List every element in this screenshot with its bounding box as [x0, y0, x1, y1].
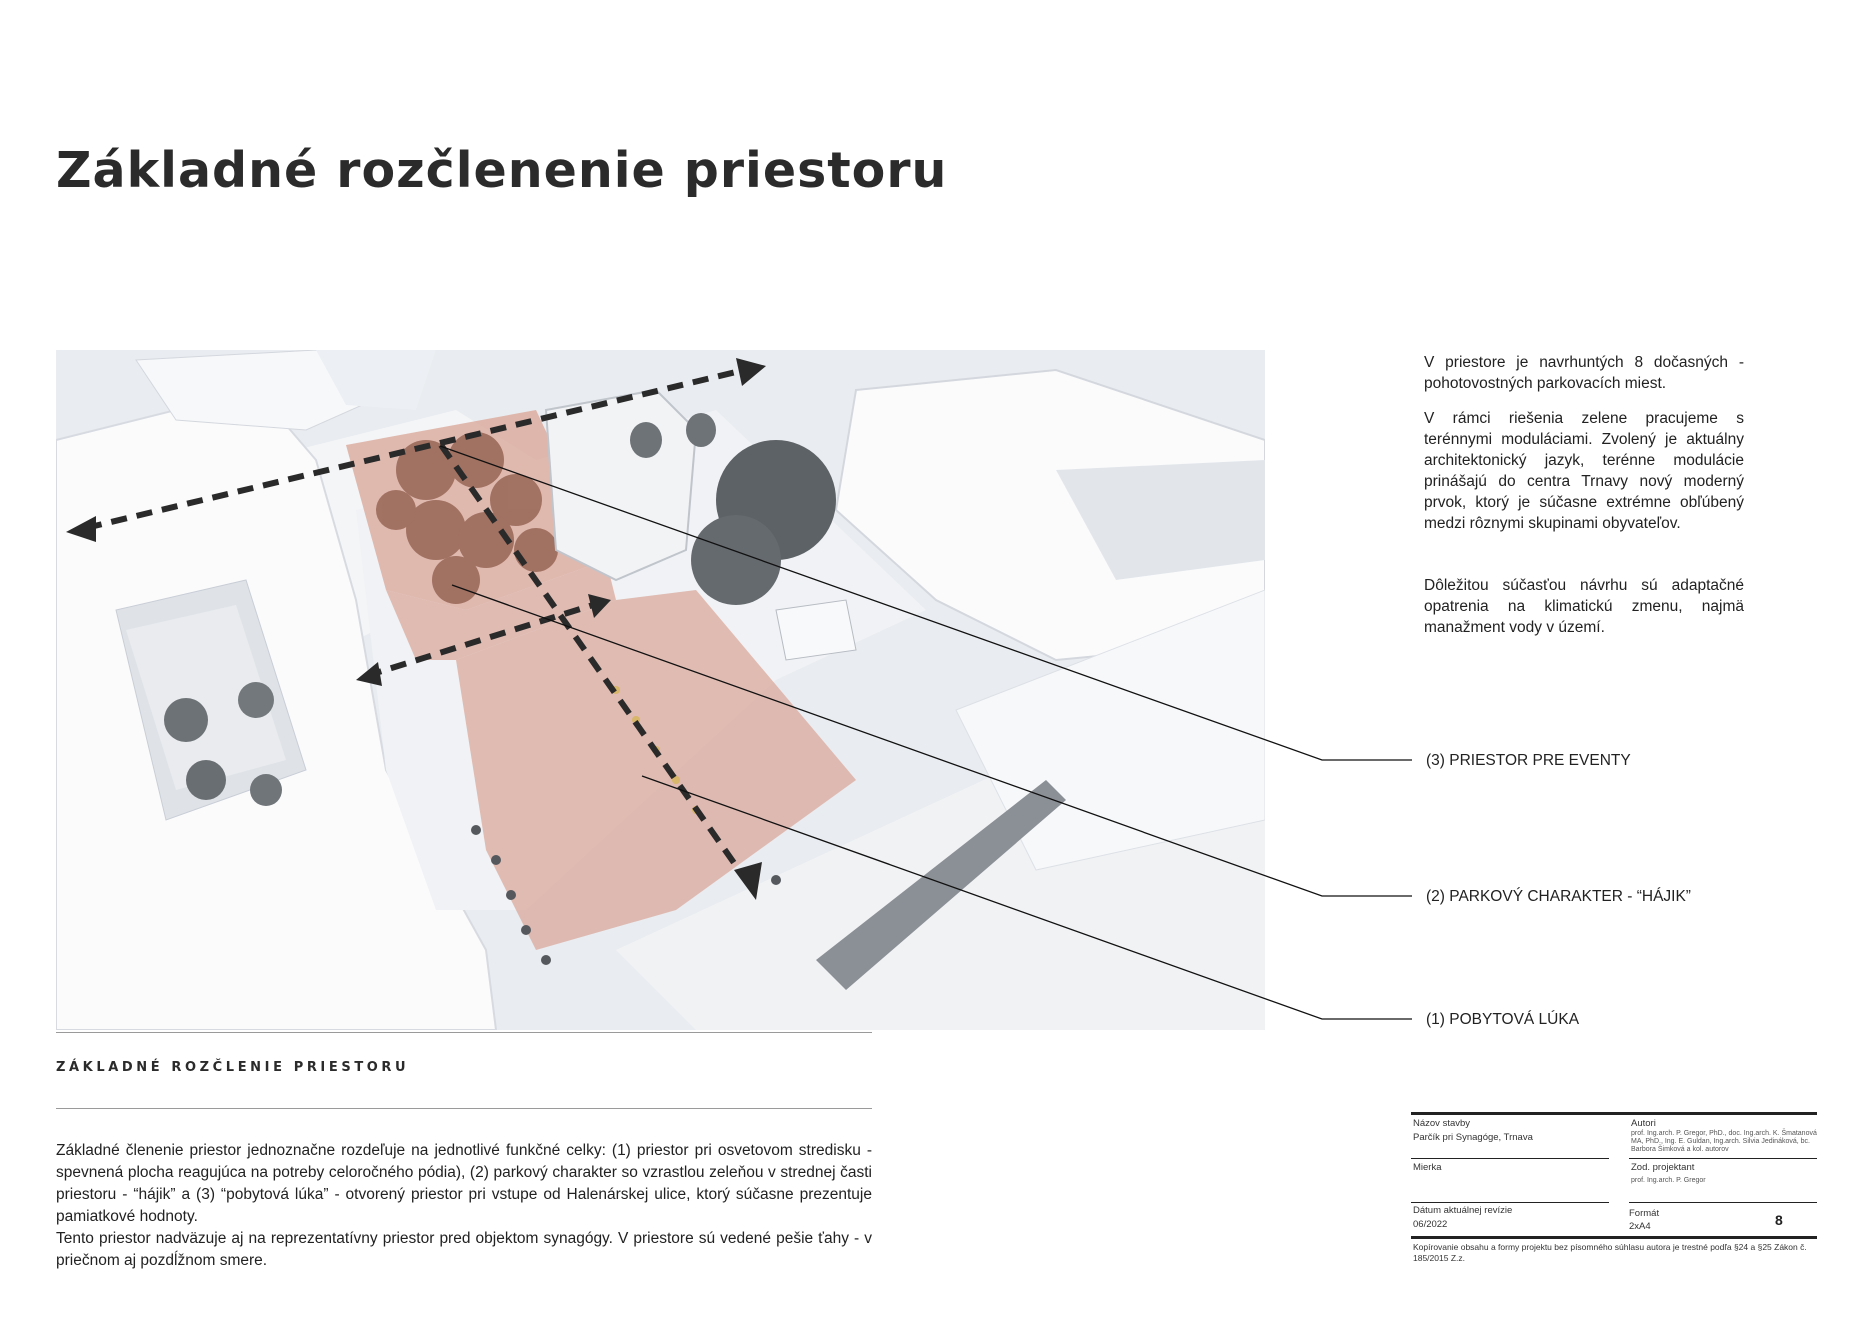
tb-nazov-label: Názov stavby [1413, 1118, 1471, 1129]
tb-nazov-value: Parčík pri Synagóge, Trnava [1413, 1132, 1533, 1143]
tb-zod-value: prof. Ing.arch. P. Gregor [1631, 1177, 1706, 1184]
tb-autori-value: prof. Ing.arch. P. Gregor, PhD., doc. Ing.arch. K. Šmatanová MA, PhD., Ing. E. Guldan, Ing.arch. Silvia Jedináková, bc. Barbora Šimková a kol. autorov [1631, 1130, 1817, 1153]
side-text-parking: V priestore je navrhuntých 8 dočasných - pohotovostných parkovacích miest. [1424, 354, 1744, 392]
section-heading: ZÁKLADNÉ ROZČLENIE PRIESTORU [56, 1060, 410, 1075]
tb-bottom-rule [1411, 1236, 1817, 1239]
tb-format-value: 2xA4 [1629, 1221, 1651, 1232]
tb-autori-label: Autori [1631, 1118, 1656, 1129]
description-p1: Základné členenie priestor jednoznačne rozdeľuje na jednotlivé funkčné celky: (1) priestor pri osvetovom stredisku - spevnená plocha reagujúca na potreby celoročného pódia), (2) parkový charakter so vzrastlou zeleňou v strednej časti priestoru - “hájik” a (3) “pobytová lúka” - otvorený priestor pri vstupe od Halenárskej ulice, ktorý súčasne prezentuje pamiatkové hodnoty. [56, 1142, 872, 1225]
description-text [56, 1140, 872, 1272]
tb-copyright: Kopírovanie obsahu a formy projektu bez písomného súhlasu autora je trestné podľa §24 a §25 Zákon č. 185/2015 Z.z. [1413, 1242, 1807, 1263]
tb-top-rule [1411, 1112, 1817, 1115]
page-title: Základné rozčlenenie priestoru [56, 142, 948, 199]
aerial-site-render [56, 350, 1265, 1030]
page-number: 8 [1775, 1212, 1783, 1228]
tb-format-label: Formát [1629, 1208, 1660, 1219]
description-p2: Tento priestor nadväzuje aj na reprezentatívny priestor pred objektom synagógy. V priestore sú vedené pešie ťahy - v priečnom aj pozdĺžnom smere. [56, 1230, 872, 1269]
tb-datum-label: Dátum aktuálnej revízie [1413, 1205, 1513, 1216]
tb-datum-value: 06/2022 [1413, 1219, 1448, 1230]
callout-hajik-label: (2) PARKOVÝ CHARAKTER - “HÁJIK” [1426, 888, 1691, 905]
divider-bottom [56, 1108, 872, 1109]
synagogue [546, 390, 696, 580]
callout-events-label: (3) PRIESTOR PRE EVENTY [1426, 752, 1631, 769]
side-text-terrain: V rámci riešenia zelene pracujeme s terénnymi moduláciami. Zvolený je aktuálny architektonický jazyk, terénne modulácie prinášajú do centra Trnavy nový moderný prvok, ktorý je súčasne extrémne obľúbený medzi rôznymi skupinami obyvateľov. [1424, 410, 1744, 532]
callout-luka-label: (1) POBYTOVÁ LÚKA [1426, 1011, 1580, 1028]
tb-mierka-label: Mierka [1413, 1162, 1442, 1173]
title-block [1411, 1112, 1817, 1272]
divider-top [56, 1032, 872, 1033]
side-text-climate: Dôležitou súčasťou návrhu sú adaptačné opatrenia na klimatickú zmenu, najmä manažment vody v území. [1424, 577, 1744, 636]
tb-zod-label: Zod. projektant [1631, 1162, 1695, 1173]
